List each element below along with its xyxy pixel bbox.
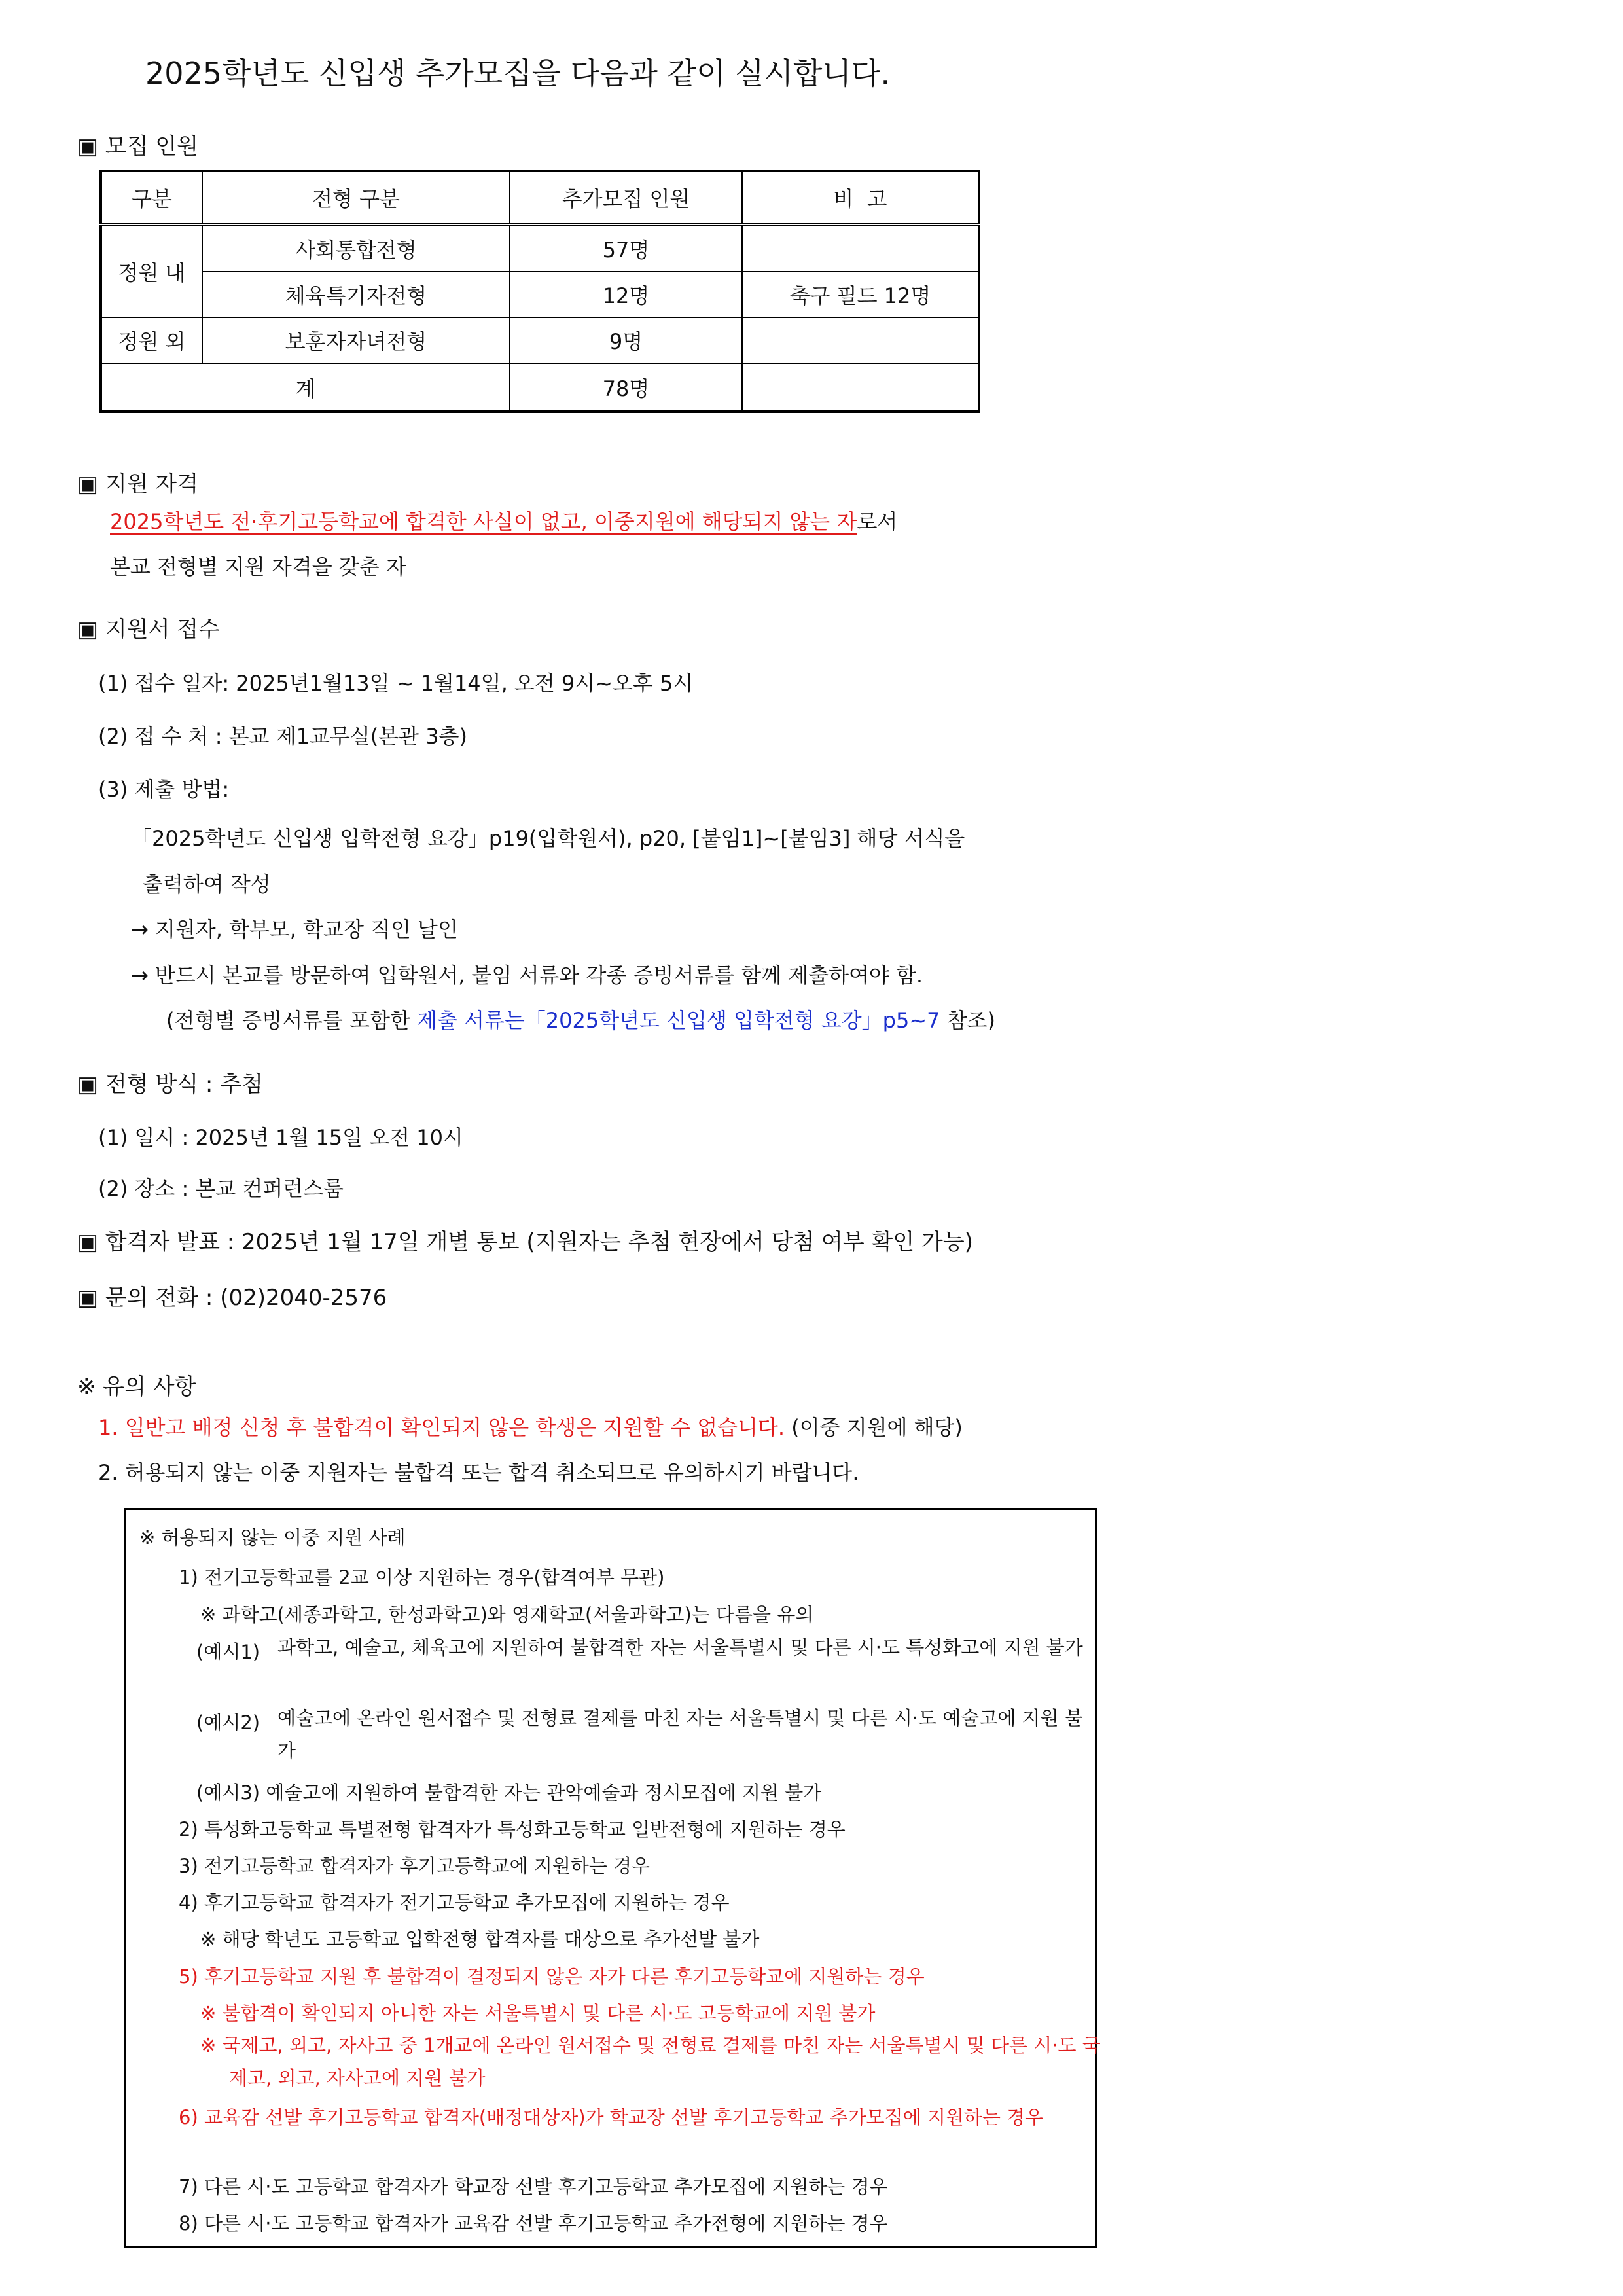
count-cell: 9명 xyxy=(510,317,742,363)
example-1-text: 과학고, 예술고, 체육고에 지원하여 불합격한 자는 서울특별시 및 다른 시·도 특성화고에 지원 불가 xyxy=(277,1636,1083,1659)
announcement-line: ▣ 합격자 발표 : 2025년 1월 17일 개별 통보 (지원자는 추첨 현장에서 당첨 여부 확인 가능) xyxy=(77,1229,973,1255)
case-5-note-2: ※ 국제고, 외고, 자사고 중 1개교에 온라인 원서접수 및 전형료 결제를 마친 자는 서울특별시 및 다른 시·도 국제고, 외고, 자사고에 지원 불가 xyxy=(200,2034,1101,2089)
note-2: 2. 허용되지 않는 이중 지원자는 불합격 또는 합격 취소되므로 유의하시기 바랍니다. xyxy=(98,1460,859,1485)
count-cell: 57명 xyxy=(510,224,742,272)
application-heading: ▣ 지원서 접수 xyxy=(77,617,220,643)
header-cell: 비 고 xyxy=(742,171,979,224)
case-6: 6) 교육감 선발 후기고등학교 합격자(배정대상자)가 학교장 선발 후기고등학교 추가모집에 지원하는 경우 xyxy=(179,2106,1044,2128)
method-note-post: 참조) xyxy=(940,1008,996,1033)
count-cell: 12명 xyxy=(510,272,742,317)
method-arrow-2: → 반드시 본교를 방문하여 입학원서, 붙임 서류와 각종 증빙서류를 함께 제출하여야 함. xyxy=(131,963,923,988)
method-note-pre: (전형별 증빙서류를 포함한 xyxy=(166,1008,418,1033)
note-1 xyxy=(98,1411,963,1441)
example-2-text: 예술고에 온라인 원서접수 및 전형료 결제를 마친 자는 서울특별시 및 다른 시·도 예술고에 지원 불가 xyxy=(277,1707,1083,1762)
header-cell: 전형 구분 xyxy=(202,171,510,224)
note-cell: 축구 필드 12명 xyxy=(742,272,979,317)
page-title: 2025학년도 신입생 추가모집을 다음과 같이 실시합니다. xyxy=(145,56,890,91)
method-line-1: 「2025학년도 신입생 입학전형 요강」p19(입학원서), p20, [붙임1]~[붙임3] 해당 서식을 xyxy=(131,826,965,851)
table-total-row xyxy=(101,363,979,412)
case-2: 2) 특성화고등학교 특별전형 합격자가 특성화고등학교 일반전형에 지원하는 경우 xyxy=(179,1818,846,1840)
table-header-row xyxy=(101,171,979,224)
recruit-heading: ▣ 모집 인원 xyxy=(77,134,199,160)
application-place: (2) 접 수 처 : 본교 제1교무실(본관 3층) xyxy=(98,724,467,749)
qualification-line-2: 본교 전형별 지원 자격을 갖춘 자 xyxy=(110,554,406,579)
method-note xyxy=(166,1004,995,1034)
case-1-note: ※ 과학고(세종과학고, 한성과학고)와 영재학교(서울과학고)는 다름을 유의 xyxy=(200,1604,814,1626)
case-5-note-1: ※ 불합격이 확인되지 아니한 자는 서울특별시 및 다른 시·도 고등학교에 지원 불가 xyxy=(200,2002,876,2024)
type-cell: 사회통합전형 xyxy=(202,224,510,272)
note-1-tail: (이중 지원에 해당) xyxy=(785,1415,963,1440)
application-date: (1) 접수 일자: 2025년1월13일 ~ 1월14일, 오전 9시~오후 5시 xyxy=(98,671,694,696)
qualification-heading: ▣ 지원 자격 xyxy=(77,471,199,497)
case-4: 4) 후기고등학교 합격자가 전기고등학교 추가모집에 지원하는 경우 xyxy=(179,1892,730,1914)
selection-date: (1) 일시 : 2025년 1월 15일 오전 10시 xyxy=(98,1125,463,1150)
contact-line: ▣ 문의 전화 : (02)2040-2576 xyxy=(77,1285,387,1311)
qualification-line xyxy=(110,505,897,535)
method-arrow-1: → 지원자, 학부모, 학교장 직인 날인 xyxy=(131,917,458,942)
header-cell: 추가모집 인원 xyxy=(510,171,742,224)
group-cell: 정원 외 xyxy=(101,317,202,363)
example-3: (예시3) 예술고에 지원하여 불합격한 자는 관악예술과 정시모집에 지원 불가 xyxy=(196,1782,822,1804)
note-cell xyxy=(742,363,979,412)
method-line-2: 출력하여 작성 xyxy=(143,872,271,897)
example-2-label: (예시2) xyxy=(196,1712,260,1734)
note-1-warning: 1. 일반고 배정 신청 후 불합격이 확인되지 않은 학생은 지원할 수 없습니다. xyxy=(98,1415,785,1440)
table-row xyxy=(101,317,979,363)
note-cell xyxy=(742,317,979,363)
note-cell xyxy=(742,224,979,272)
double-application-box xyxy=(124,1508,1101,2248)
group-cell: 정원 내 xyxy=(101,224,202,317)
total-label: 계 xyxy=(101,363,510,412)
box-title: ※ 허용되지 않는 이중 지원 사례 xyxy=(139,1526,406,1549)
qualification-tail: 로서 xyxy=(857,509,898,534)
example-1-label: (예시1) xyxy=(196,1641,260,1663)
case-1: 1) 전기고등학교를 2교 이상 지원하는 경우(합격여부 무관) xyxy=(179,1566,665,1588)
method-note-reference: 제출 서류는「2025학년도 신입생 입학전형 요강」p5~7 xyxy=(417,1008,940,1033)
recruit-table xyxy=(99,170,980,413)
type-cell: 체육특기자전형 xyxy=(202,272,510,317)
selection-heading: ▣ 전형 방식 : 추첨 xyxy=(77,1071,263,1098)
case-4-note: ※ 해당 학년도 고등학교 입학전형 합격자를 대상으로 추가선발 불가 xyxy=(200,1928,760,1950)
case-5: 5) 후기고등학교 지원 후 불합격이 결정되지 않은 자가 다른 후기고등학교에 지원하는 경우 xyxy=(179,1965,925,1988)
table-row xyxy=(101,224,979,272)
notes-heading: ※ 유의 사항 xyxy=(77,1374,196,1400)
total-count: 78명 xyxy=(510,363,742,412)
table-row xyxy=(101,272,979,317)
case-3: 3) 전기고등학교 합격자가 후기고등학교에 지원하는 경우 xyxy=(179,1855,651,1877)
selection-place: (2) 장소 : 본교 컨퍼런스룸 xyxy=(98,1176,344,1201)
application-method: (3) 제출 방법: xyxy=(98,777,230,802)
header-cell: 구분 xyxy=(101,171,202,224)
case-7: 7) 다른 시·도 고등학교 합격자가 학교장 선발 후기고등학교 추가모집에 지원하는 경우 xyxy=(179,2176,888,2198)
type-cell: 보훈자자녀전형 xyxy=(202,317,510,363)
qualification-highlight: 2025학년도 전·후기고등학교에 합격한 사실이 없고, 이중지원에 해당되지 않는 자 xyxy=(110,509,857,534)
case-8: 8) 다른 시·도 고등학교 합격자가 교육감 선발 후기고등학교 추가전형에 지원하는 경우 xyxy=(179,2212,888,2234)
